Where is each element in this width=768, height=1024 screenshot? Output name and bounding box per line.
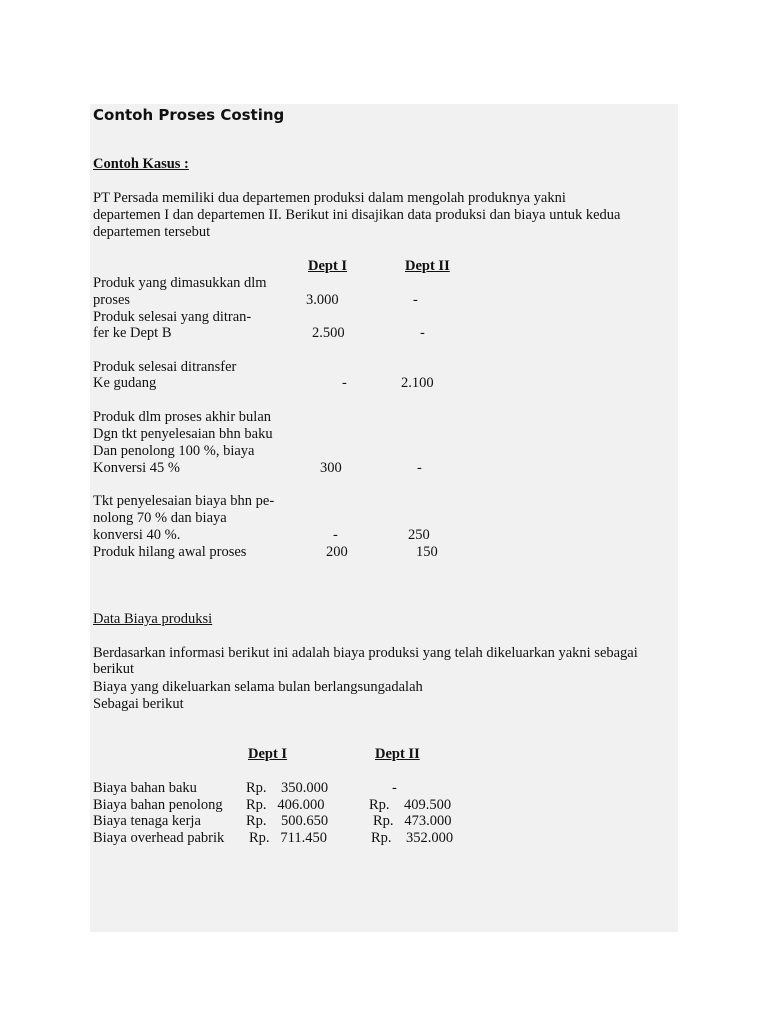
intro-line: PT Persada memiliki dua departemen produksi dalam mengolah produknya yakni xyxy=(93,190,566,206)
document-title: Contoh Proses Costing xyxy=(93,106,285,124)
production-row-label: fer ke Dept B xyxy=(93,325,172,341)
cost-intro-line: Berdasarkan informasi berikut ini adalah biaya produksi yang telah dikeluarkan yakni sebagai xyxy=(93,645,638,661)
production-cell-dept2: 250 xyxy=(408,527,430,543)
cost-cell-dept1: Rp. 406.000 xyxy=(246,797,325,813)
production-row-label: Tkt penyelesaian biaya bhn pe- xyxy=(93,493,275,509)
production-row-label: Konversi 45 % xyxy=(93,460,180,476)
case-heading: Contoh Kasus : xyxy=(93,156,189,172)
cost-row-label: Biaya tenaga kerja xyxy=(93,813,201,829)
cost-header-dept1: Dept I xyxy=(248,746,288,762)
cost-cell-dept2: Rp. 473.000 xyxy=(373,813,452,829)
production-row-label: Produk selesai yang ditran- xyxy=(93,309,252,325)
production-row-label: nolong 70 % dan biaya xyxy=(93,510,227,526)
cost-header-dept2: Dept II xyxy=(375,746,420,762)
production-row-label: konversi 40 %. xyxy=(93,527,181,543)
cost-heading: Data Biaya produksi xyxy=(93,611,213,627)
cost-cell-dept1: Rp. 350.000 xyxy=(246,780,329,796)
cost-cell-dept2: Rp. 409.500 xyxy=(369,797,452,813)
cost-cell-dept2: - xyxy=(392,780,397,796)
cost-intro-line: Biaya yang dikeluarkan selama bulan berlangsungadalah xyxy=(93,679,423,695)
cost-cell-dept1: Rp. 711.450 xyxy=(249,830,328,846)
cost-intro-line: Sebagai berikut xyxy=(93,696,184,712)
intro-line: departemen tersebut xyxy=(93,224,211,240)
production-cell-dept1: 200 xyxy=(326,544,348,560)
production-cell-dept1: - xyxy=(342,375,347,391)
production-cell-dept1: - xyxy=(333,527,338,543)
production-cell-dept2: - xyxy=(420,325,425,341)
production-row-label: Dan penolong 100 %, biaya xyxy=(93,443,255,459)
cost-cell-dept1: Rp. 500.650 xyxy=(246,813,329,829)
production-cell-dept2: - xyxy=(417,460,422,476)
production-cell-dept1: 3.000 xyxy=(306,292,339,308)
production-row-label: Produk hilang awal proses xyxy=(93,544,247,560)
production-row-label: proses xyxy=(93,292,131,308)
production-row-label: Produk yang dimasukkan dlm xyxy=(93,275,267,291)
intro-line: departemen I dan departemen II. Berikut ini disajikan data produksi dan biaya untuk kedua xyxy=(93,207,621,223)
cost-row-label: Biaya bahan baku xyxy=(93,780,197,796)
cost-intro-line: berikut xyxy=(93,661,135,677)
production-cell-dept1: 2.500 xyxy=(312,325,345,341)
production-header-dept2: Dept II xyxy=(405,258,450,274)
production-cell-dept2: 2.100 xyxy=(401,375,434,391)
production-row-label: Produk dlm proses akhir bulan xyxy=(93,409,272,425)
cost-row-label: Biaya bahan penolong xyxy=(93,797,223,813)
production-cell-dept1: 300 xyxy=(320,460,342,476)
production-row-label: Dgn tkt penyelesaian bhn baku xyxy=(93,426,273,442)
production-cell-dept2: - xyxy=(413,292,418,308)
production-row-label: Ke gudang xyxy=(93,375,157,391)
production-row-label: Produk selesai ditransfer xyxy=(93,359,237,375)
production-cell-dept2: 150 xyxy=(416,544,438,560)
cost-row-label: Biaya overhead pabrik xyxy=(93,830,225,846)
cost-cell-dept2: Rp. 352.000 xyxy=(371,830,454,846)
production-header-dept1: Dept I xyxy=(308,258,348,274)
